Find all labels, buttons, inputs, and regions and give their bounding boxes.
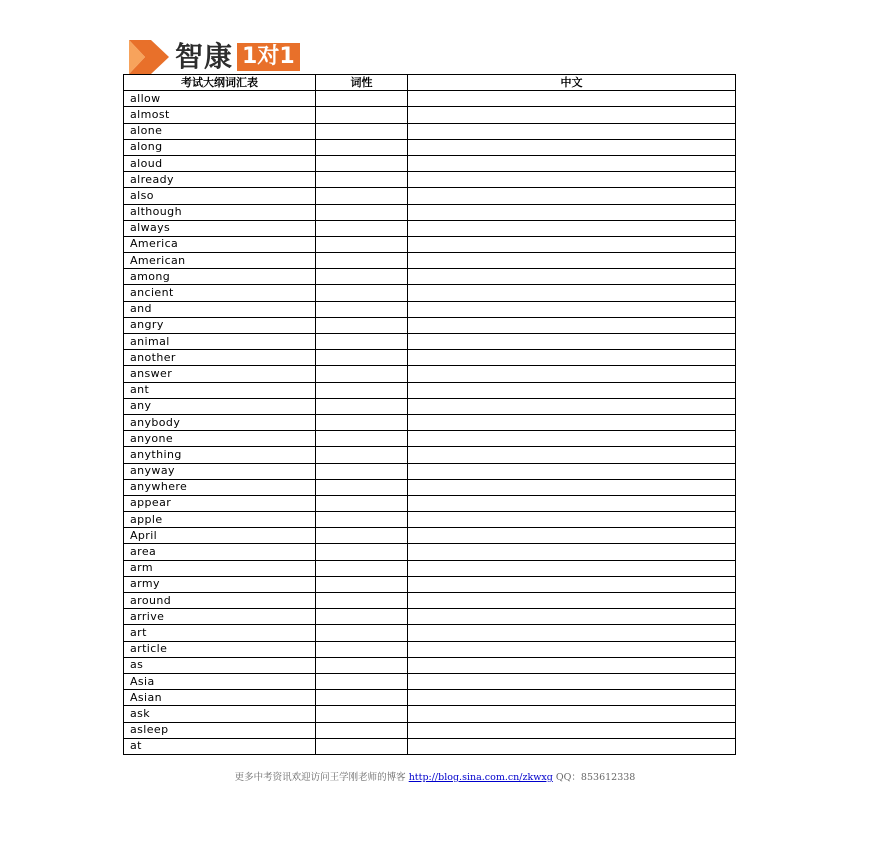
word-cell: also [124, 188, 316, 204]
part-of-speech-cell [316, 301, 408, 317]
word-cell: although [124, 204, 316, 220]
footer [0, 769, 870, 783]
part-of-speech-cell [316, 625, 408, 641]
table-row [124, 139, 736, 155]
word-cell: animal [124, 334, 316, 350]
part-of-speech-cell [316, 447, 408, 463]
part-of-speech-cell [316, 706, 408, 722]
table-row [124, 269, 736, 285]
table-header-row [124, 75, 736, 91]
brand-badge: 1对1 [237, 43, 300, 71]
part-of-speech-cell [316, 641, 408, 657]
part-of-speech-cell [316, 738, 408, 754]
table-row [124, 204, 736, 220]
word-cell: allow [124, 91, 316, 107]
table-row [124, 447, 736, 463]
table-row [124, 593, 736, 609]
table-row [124, 334, 736, 350]
chinese-cell [408, 463, 736, 479]
word-cell: almost [124, 107, 316, 123]
word-cell: art [124, 625, 316, 641]
chinese-cell [408, 431, 736, 447]
word-cell: asleep [124, 722, 316, 738]
part-of-speech-cell [316, 609, 408, 625]
chinese-cell [408, 625, 736, 641]
word-cell: arm [124, 560, 316, 576]
chinese-cell [408, 204, 736, 220]
table-row [124, 690, 736, 706]
part-of-speech-cell [316, 414, 408, 430]
part-of-speech-cell [316, 431, 408, 447]
chinese-cell [408, 690, 736, 706]
header-part-of-speech: 词性 [316, 75, 408, 91]
word-cell: and [124, 301, 316, 317]
table-row [124, 366, 736, 382]
part-of-speech-cell [316, 204, 408, 220]
chinese-cell [408, 495, 736, 511]
chinese-cell [408, 576, 736, 592]
blog-link[interactable]: http://blog.sina.com.cn/zkwxg [408, 772, 553, 783]
table-row [124, 706, 736, 722]
word-cell: any [124, 398, 316, 414]
part-of-speech-cell [316, 657, 408, 673]
table-row [124, 528, 736, 544]
table-row [124, 738, 736, 754]
table-row [124, 398, 736, 414]
part-of-speech-cell [316, 317, 408, 333]
table-row [124, 673, 736, 689]
chinese-cell [408, 641, 736, 657]
table-row [124, 107, 736, 123]
word-cell: Asia [124, 673, 316, 689]
word-cell: anyone [124, 431, 316, 447]
part-of-speech-cell [316, 236, 408, 252]
chinese-cell [408, 528, 736, 544]
part-of-speech-cell [316, 350, 408, 366]
part-of-speech-cell [316, 366, 408, 382]
chinese-cell [408, 350, 736, 366]
part-of-speech-cell [316, 479, 408, 495]
chinese-cell [408, 382, 736, 398]
part-of-speech-cell [316, 512, 408, 528]
part-of-speech-cell [316, 560, 408, 576]
table-row [124, 155, 736, 171]
word-cell: aloud [124, 155, 316, 171]
part-of-speech-cell [316, 91, 408, 107]
word-cell: army [124, 576, 316, 592]
table-row [124, 123, 736, 139]
word-cell: April [124, 528, 316, 544]
table-row [124, 576, 736, 592]
part-of-speech-cell [316, 172, 408, 188]
header-vocabulary: 考试大纲词汇表 [124, 75, 316, 91]
word-cell: anyway [124, 463, 316, 479]
word-cell: alone [124, 123, 316, 139]
brand-logo [129, 40, 300, 74]
chinese-cell [408, 188, 736, 204]
chinese-cell [408, 657, 736, 673]
table-row [124, 625, 736, 641]
chinese-cell [408, 706, 736, 722]
chinese-cell [408, 139, 736, 155]
word-cell: ancient [124, 285, 316, 301]
word-cell: anywhere [124, 479, 316, 495]
table-row [124, 479, 736, 495]
word-cell: always [124, 220, 316, 236]
word-cell: along [124, 139, 316, 155]
part-of-speech-cell [316, 155, 408, 171]
chinese-cell [408, 220, 736, 236]
word-cell: as [124, 657, 316, 673]
chinese-cell [408, 123, 736, 139]
table-row [124, 512, 736, 528]
part-of-speech-cell [316, 398, 408, 414]
word-cell: America [124, 236, 316, 252]
word-cell: area [124, 544, 316, 560]
chinese-cell [408, 609, 736, 625]
part-of-speech-cell [316, 285, 408, 301]
chinese-cell [408, 722, 736, 738]
word-cell: anybody [124, 414, 316, 430]
brand-name: 智康 [175, 40, 234, 73]
word-cell: Asian [124, 690, 316, 706]
part-of-speech-cell [316, 463, 408, 479]
word-cell: around [124, 593, 316, 609]
chinese-cell [408, 398, 736, 414]
word-cell: answer [124, 366, 316, 382]
word-cell: already [124, 172, 316, 188]
table-row [124, 657, 736, 673]
table-row [124, 609, 736, 625]
chinese-cell [408, 560, 736, 576]
table-row [124, 431, 736, 447]
word-cell: American [124, 253, 316, 269]
word-cell: article [124, 641, 316, 657]
table-row [124, 220, 736, 236]
chinese-cell [408, 172, 736, 188]
chinese-cell [408, 512, 736, 528]
table-row [124, 544, 736, 560]
part-of-speech-cell [316, 123, 408, 139]
part-of-speech-cell [316, 139, 408, 155]
table-row [124, 414, 736, 430]
table-row [124, 172, 736, 188]
chinese-cell [408, 479, 736, 495]
chinese-cell [408, 301, 736, 317]
table-row [124, 350, 736, 366]
chinese-cell [408, 107, 736, 123]
chinese-cell [408, 738, 736, 754]
chinese-cell [408, 366, 736, 382]
chinese-cell [408, 673, 736, 689]
word-cell: ant [124, 382, 316, 398]
table-row [124, 188, 736, 204]
chinese-cell [408, 285, 736, 301]
table-row [124, 641, 736, 657]
part-of-speech-cell [316, 722, 408, 738]
part-of-speech-cell [316, 690, 408, 706]
chinese-cell [408, 544, 736, 560]
table-row [124, 253, 736, 269]
table-row [124, 91, 736, 107]
footer-text: 更多中考资讯欢迎访问王学刚老师的博客 [234, 772, 406, 783]
part-of-speech-cell [316, 528, 408, 544]
table-row [124, 317, 736, 333]
word-cell: anything [124, 447, 316, 463]
part-of-speech-cell [316, 253, 408, 269]
table-row [124, 495, 736, 511]
table-row [124, 285, 736, 301]
table-row [124, 722, 736, 738]
table-row [124, 560, 736, 576]
part-of-speech-cell [316, 576, 408, 592]
chinese-cell [408, 593, 736, 609]
word-cell: angry [124, 317, 316, 333]
part-of-speech-cell [316, 382, 408, 398]
chinese-cell [408, 253, 736, 269]
part-of-speech-cell [316, 334, 408, 350]
brand-mark-icon [129, 40, 169, 74]
chinese-cell [408, 155, 736, 171]
chinese-cell [408, 334, 736, 350]
table-row [124, 236, 736, 252]
part-of-speech-cell [316, 107, 408, 123]
part-of-speech-cell [316, 220, 408, 236]
part-of-speech-cell [316, 593, 408, 609]
word-cell: ask [124, 706, 316, 722]
part-of-speech-cell [316, 673, 408, 689]
part-of-speech-cell [316, 544, 408, 560]
part-of-speech-cell [316, 188, 408, 204]
chinese-cell [408, 317, 736, 333]
word-cell: appear [124, 495, 316, 511]
table-row [124, 382, 736, 398]
table-row [124, 463, 736, 479]
part-of-speech-cell [316, 495, 408, 511]
vocabulary-table [123, 74, 736, 755]
footer-qq: QQ：853612338 [555, 772, 636, 783]
chinese-cell [408, 447, 736, 463]
header-chinese: 中文 [408, 75, 736, 91]
chinese-cell [408, 236, 736, 252]
word-cell: at [124, 738, 316, 754]
part-of-speech-cell [316, 269, 408, 285]
word-cell: another [124, 350, 316, 366]
chinese-cell [408, 269, 736, 285]
word-cell: apple [124, 512, 316, 528]
chinese-cell [408, 414, 736, 430]
word-cell: arrive [124, 609, 316, 625]
table-row [124, 301, 736, 317]
chinese-cell [408, 91, 736, 107]
word-cell: among [124, 269, 316, 285]
